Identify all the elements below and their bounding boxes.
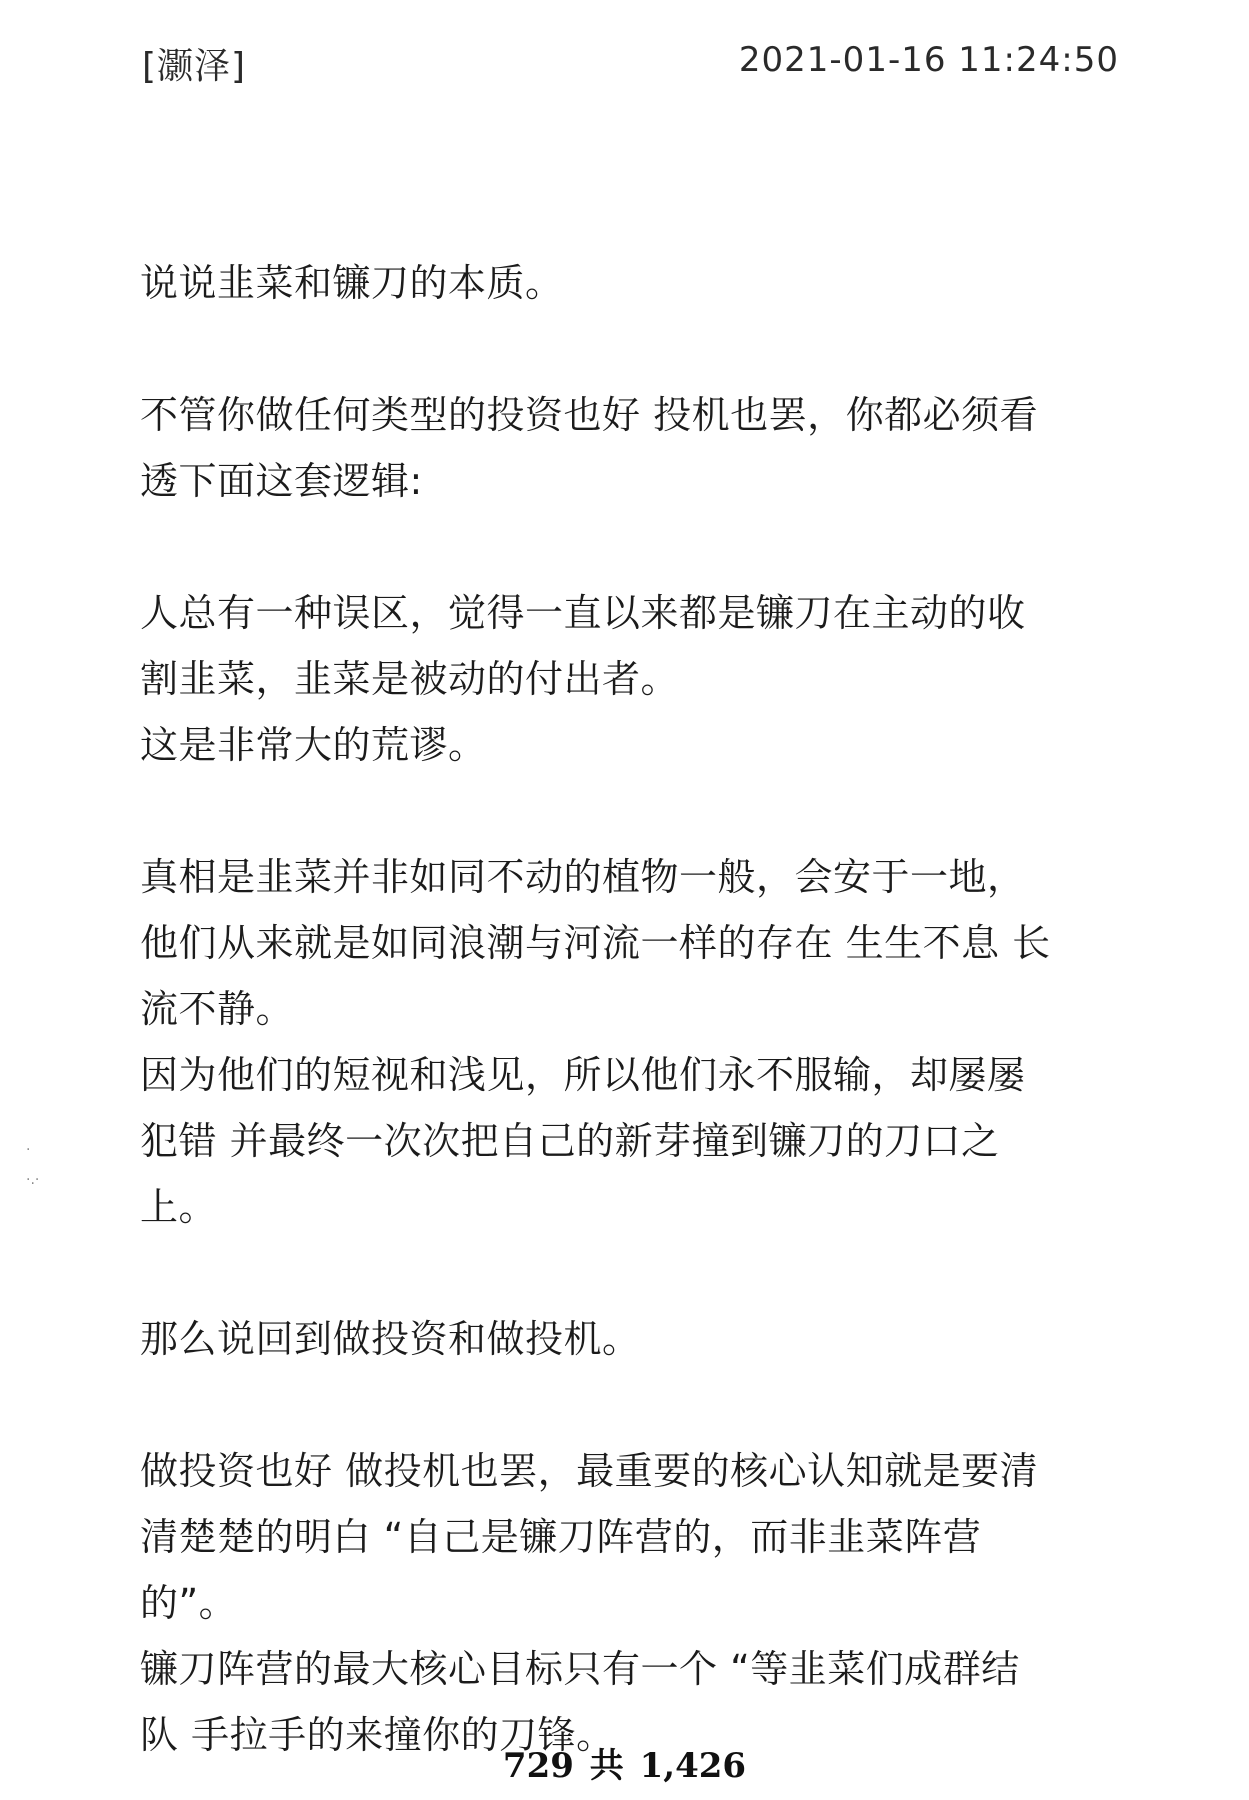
post-timestamp: 2021-01-16 11:24:50: [738, 40, 1119, 80]
text-line: 做投资也好 做投机也罢，最重要的核心认知就是要清: [140, 1449, 1039, 1493]
text-line: 的”。: [140, 1581, 238, 1625]
text-line: 不管你做任何类型的投资也好 投机也罢，你都必须看: [140, 393, 1039, 437]
paragraph-gap: [140, 1240, 1110, 1306]
text-line: 透下面这套逻辑:: [140, 459, 423, 503]
text-line: 这是非常大的荒谬。: [140, 723, 487, 767]
text-line: 他们从来就是如同浪潮与河流一样的存在 生生不息 长: [140, 921, 1051, 965]
total-label: 共: [589, 1746, 624, 1786]
text-line: 犯错 并最终一次次把自己的新芽撞到镰刀的刀口之: [140, 1119, 1000, 1163]
paragraph-gap: [140, 316, 1110, 382]
text-line: 真相是韭菜并非如同不动的植物一般，会安于一地，: [140, 855, 1026, 899]
paragraph-gap: [140, 1372, 1110, 1438]
paragraph: [140, 250, 1110, 316]
paragraph: [140, 580, 1110, 778]
text-line: 镰刀阵营的最大核心目标只有一个 “等韭菜们成群结: [140, 1647, 1020, 1691]
text-line: 上。: [140, 1185, 218, 1229]
post-header: [142, 38, 1119, 88]
paragraph: [140, 382, 1110, 514]
text-line: 因为他们的短视和浅见，所以他们永不服输，却屡屡: [140, 1053, 1026, 1097]
text-line: 清楚楚的明白 “自己是镰刀阵营的，而非韭菜阵营: [140, 1515, 982, 1559]
text-line: 那么说回到做投资和做投机。: [140, 1317, 641, 1361]
author-name: [灏泽]: [142, 46, 247, 87]
paragraph-gap: [140, 514, 1110, 580]
article-body: [140, 250, 1110, 1768]
paragraph: [140, 1306, 1110, 1372]
text-line: 割韭菜，韭菜是被动的付出者。: [140, 657, 680, 701]
current-page: 729: [502, 1746, 574, 1786]
paragraph-gap: [140, 778, 1110, 844]
total-pages: 1,426: [639, 1746, 747, 1786]
text-line: 说说韭菜和镰刀的本质。: [140, 261, 564, 305]
paragraph: [140, 844, 1110, 1240]
text-line: 人总有一种误区，觉得一直以来都是镰刀在主动的收: [140, 591, 1026, 635]
page-counter: [0, 1738, 1249, 1787]
scan-specks: · ·.·: [26, 1142, 40, 1188]
text-line: 队 手拉手的来撞你的刀锋。: [140, 1713, 615, 1757]
paragraph: [140, 1438, 1110, 1768]
text-line: 流不静。: [140, 987, 295, 1031]
